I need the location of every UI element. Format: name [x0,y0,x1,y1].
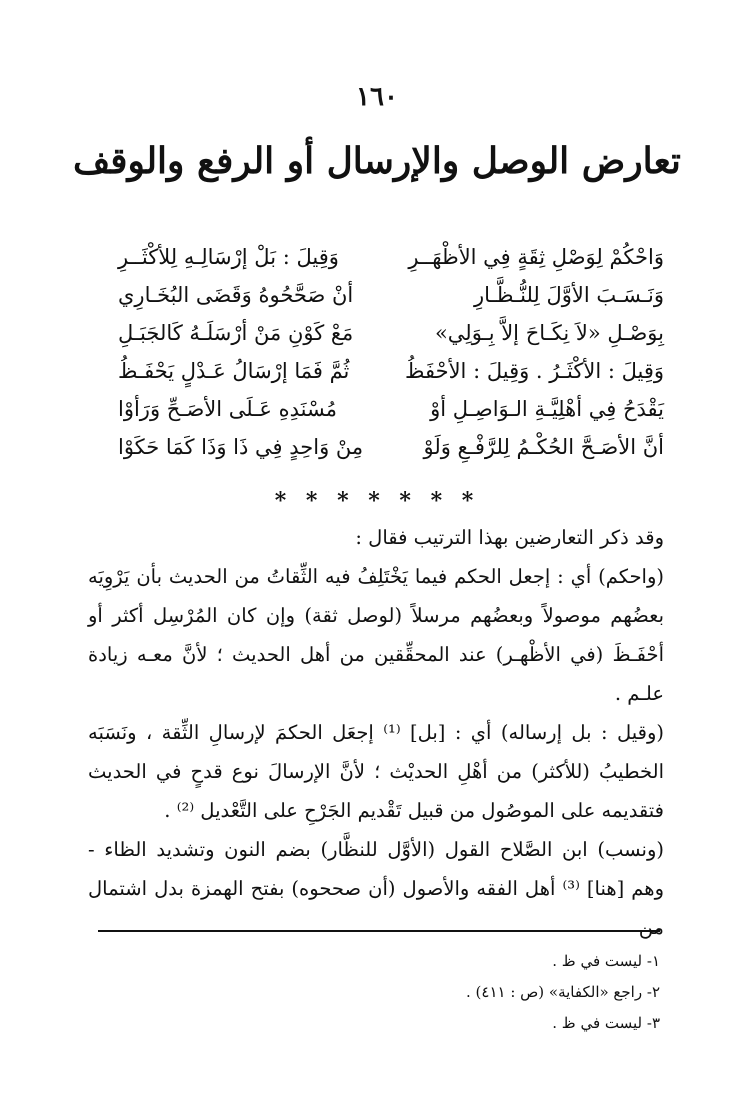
commentary-paragraph: (واحكم) أي : إجعل الحكم فيما يَخْتَلِفُ فيه الثِّقاتُ من الحديث بأن يَرْوِيَه بعضُهم موصولاً وبعضُهم مرسلاً (لوصل ثقة) وإن كان المُرْسِل أكثر أو أحْفَـظَ (في الأظْهـر) عند المحقِّقين من أهل الحديث ؛ لأنَّ معـه زيادة علـم . [88,565,664,705]
verse-first-hemistich: بِوَصْـلِ «لاَ نِكَـاحَ إلاَّ بِـوَلِي» [434,321,664,345]
verse-second-hemistich: مُسْنَدِهِ عَـلَى الأصَـحِّ وَرَأوْا [118,397,337,421]
verse-first-hemistich: أنَّ الأصَـحَّ الحُكْـمُ لِلرَّفْـعِ وَلَوْ [423,435,664,459]
footnotes [98,946,660,1039]
page-number: ١٦٠ [356,82,398,112]
commentary-paragraph: (ونسب) ابن الصَّلاح القول (الأوَّل للنظَّار) بضم النون وتشديد الظاء - وهم [هنا] ⁽³⁾ أهل الفقه والأصول (أن صححوه) بفتح الهمزة بدل اشتمال من [88,838,664,939]
verse-line [118,390,664,428]
verse-first-hemistich: وَنَـسَـبَ الأوَّلَ لِلنُّـظَّـارِ [474,283,664,307]
verse-first-hemistich: وَقِيلَ : الأكْثَـرُ . وَقِيلَ : الأحْفَظُ [405,359,664,383]
section-separator: * * * * * * * [274,488,480,514]
verse-line [118,238,664,276]
commentary-text [88,518,664,947]
chapter-title: تعارض الوصل والإرسال أو الرفع والوقف [73,140,681,182]
commentary-paragraph: (وقيل : بل إرساله) أي : [بل] ⁽¹⁾ إجعَل الحكمَ لإرسالِ الثِّقة ، ونَسَبَه الخطيبُ (للأكثر) من أهْلِ الحديْث ؛ لأنَّ الإرسالَ نوع قدحٍ في الحديث فتقديمه على الموصُول من قبيل تَقْديم الجَرْحِ على التَّعْديل ⁽²⁾ . [88,721,664,822]
commentary-intro: وقد ذكر التعارضين بهذا الترتيب فقال : [355,526,664,549]
footnote: ٣- ليست في ظ . [552,1014,660,1032]
verse-second-hemistich: ثُمَّ فَمَا إرْسَالُ عَـدْلٍ يَحْفَـظُ [118,359,350,383]
verse-line [118,276,664,314]
verse-first-hemistich: يَقْدَحُ فِي أهْلِيَّـةِ الـوَاصِـلِ أوْ [430,397,664,421]
footnote: ١- ليست في ظ . [552,952,660,970]
footnote: ٢- راجع «الكفاية» (ص : ٤١١) . [466,983,660,1001]
verse-first-hemistich: وَاحْكُمْ لِوَصْلِ ثِقَةٍ فِي الأظْهَــرِ [408,245,664,269]
verse-second-hemistich: أنْ صَحَّحُوهُ وَقَضَى البُخَـارِي [118,283,354,307]
verse-second-hemistich: وَقِيلَ : بَلْ إرْسَالِـهِ لِلأكْثَــرِ [118,245,339,269]
footnote-divider [98,930,660,932]
verse-line [118,428,664,466]
verse-line [118,352,664,390]
verse-line [118,314,664,352]
verse-second-hemistich: مِنْ وَاحِدٍ فِي ذَا وَذَا كَمَا حَكَوْا [118,435,364,459]
poem-block [118,238,664,466]
verse-second-hemistich: مَعْ كَوْنِ مَنْ أرْسَلَـهُ كَالجَبَـلِ [118,321,354,345]
